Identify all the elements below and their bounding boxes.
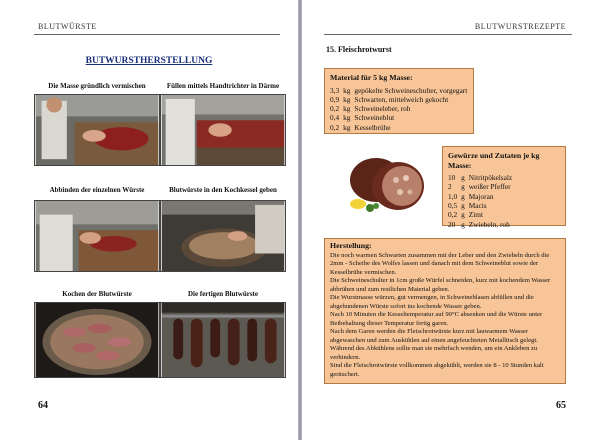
table-row: 10 g Nitritpökelsalz	[448, 173, 513, 183]
photo-filling	[160, 94, 286, 166]
method-paragraph: Die noch warmen Schwarten zusammen mit der Leber und den Zwiebeln durch die 2mm - Scheibe des Wolfes lassen und danach mit dem Schweineblut sowie der Kesselbrühe vermischen.	[330, 251, 550, 276]
method-paragraph: Nach dem Garen werden die Fleischrotwürste kurz mit lauwarmem Wasser abgewaschen und zum Auskühlen auf einen angefeuchteten Metalltisch gelegt. Während des Abkühlens sollte man sie mehrfach wenden, um ein Ankleben zu verhindern.	[330, 328, 538, 361]
spices-table	[448, 173, 516, 229]
table-row: 0,2 kg Kesselbrühe	[330, 122, 391, 132]
method-paragraph: Sind die Fleischrotwürste vollkommen abgekühlt, werden sie 8 - 10 Stunden kalt geräuchert.	[330, 362, 544, 378]
spices-box	[442, 146, 566, 229]
running-header: BLUTWÜRSTE	[38, 22, 97, 31]
photo-caption-finished: Die fertigen Blutwürste	[188, 290, 258, 298]
table-row: 20 g Zwiebeln, roh	[448, 219, 510, 229]
header-rule	[324, 34, 572, 35]
section-title: 15. Fleischrotwurst	[326, 45, 392, 54]
spices-heading: Gewürze und Zutaten je kg Masse:	[448, 151, 540, 170]
table-row: 3,3 kg gepökelte Schweineschulter, vorgegart	[330, 85, 468, 95]
photo-mixing	[34, 94, 160, 166]
header-rule	[34, 34, 280, 35]
photo-kettle	[160, 200, 286, 272]
running-header: BLUTWURSTREZEPTE	[474, 22, 566, 31]
material-box	[324, 68, 474, 134]
method-paragraph: Die Wurstmasse würzen, gut vermengen, in Schweineblasen abfüllen und die abgebundenen Würste sofort ins kochende Wasser geben.	[330, 294, 534, 310]
method-heading: Herstellung:	[330, 241, 372, 250]
table-row: 1,0 g Majoran	[448, 191, 494, 201]
photo-caption-mixing: Die Masse gründlich vermischen	[48, 82, 146, 90]
material-heading: Material für 5 kg Masse:	[330, 73, 413, 82]
page-title: BUTWURSTHERSTELLUNG	[85, 56, 213, 66]
photo-caption-cooking: Kochen der Blutwürste	[62, 290, 132, 298]
photo-caption-kettle: Blutwürste in den Kochkessel geben	[169, 186, 277, 194]
table-row: 0,2 kg Schweineleber, roh	[330, 104, 411, 114]
method-box	[324, 238, 566, 384]
photo-binding	[34, 200, 160, 272]
left-page	[0, 0, 298, 440]
table-row: 0,5 g Macis	[448, 201, 487, 211]
photo-cooking	[34, 302, 160, 378]
material-table	[330, 86, 471, 132]
method-paragraph: Die Schweineschulter in 1cm große Würfel schneiden, kurz mit kochendem Wasser abbrühen und zum restlichen Material geben.	[330, 277, 551, 293]
page-number: 64	[38, 400, 48, 411]
table-row: 2 g weißer Pfeffer	[448, 182, 511, 192]
table-row: 0,2 g Zimt	[448, 210, 483, 220]
page-number: 65	[556, 400, 566, 411]
photo-caption-binding: Abbinden der einzelnen Würste	[49, 186, 145, 194]
photo-caption-filling: Füllen mittels Handtrichter in Därme	[166, 82, 280, 90]
table-row: 0,4 kg Schweineblut	[330, 113, 395, 123]
method-paragraph: Nach 10 Minuten die Kesseltemperatur auf 90°C absenken und die Würste unter Beibehaltung dieser Temperatur fertig garen.	[330, 311, 543, 327]
sausage-photo	[340, 152, 432, 216]
photo-finished	[160, 302, 286, 378]
table-row: 0,9 kg Schwarten, mittelweich gekocht	[330, 94, 449, 104]
right-page	[302, 0, 600, 440]
